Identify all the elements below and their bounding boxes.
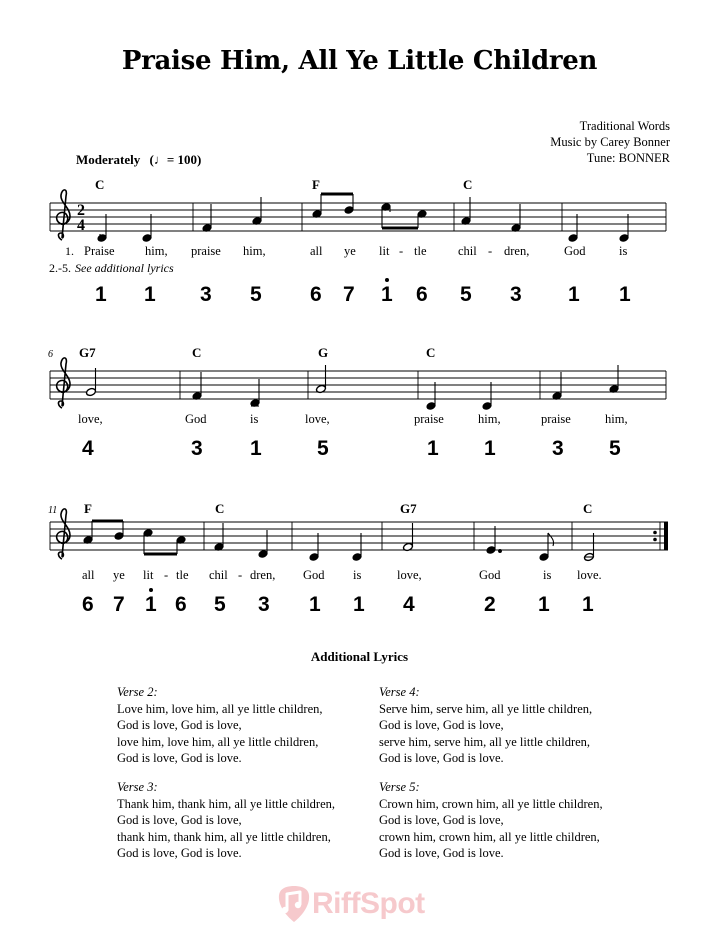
staff-system-3 [50,522,668,550]
scale-degree: 1 [250,437,262,460]
time-sig-top: 2 [77,202,85,219]
guitar-pick-icon [276,884,312,924]
chord-symbol: G [318,345,329,360]
scale-degree: 5 [250,283,262,306]
lyric-syllable: tle [414,244,427,258]
scale-degree-value: 1 [381,283,393,306]
scale-degree: 1 [582,593,594,616]
verse-range-number: 2.-5. [49,261,71,275]
scale-degree-high [145,593,157,617]
verse-block-4 [379,684,592,767]
lyric-syllable: him, [605,412,628,426]
chord-symbol: C [426,345,436,360]
scale-degree: 3 [258,593,270,616]
lyric-syllable: love, [305,412,330,426]
scale-degree: 1 [144,283,156,306]
verse-line: God is love, God is love, [379,718,504,732]
lyric-syllable: - [399,244,404,258]
verse-range-label [49,261,174,276]
lyric-syllable: him, [478,412,501,426]
verse-line: God is love, God is love, [379,813,504,827]
scale-degree: 5 [460,283,472,306]
scale-degree: 3 [191,437,203,460]
riffspot-logo [276,884,425,924]
lyric-syllable: is [353,568,362,582]
scale-degree: 5 [214,593,226,616]
chord-symbol: C [463,177,473,192]
lyric-syllable: - [164,568,169,582]
lyric-syllable: him, [145,244,168,258]
scale-degree: 7 [343,283,355,306]
chord-symbol: F [84,501,92,516]
verse-line: thank him, thank him, all ye little children, [117,829,331,844]
scale-degree: 3 [510,283,522,306]
treble-clef-icon [57,358,70,408]
lyric-syllable: dren, [504,244,530,258]
lyric-syllable: chil [458,244,477,258]
chord-symbol: G7 [79,345,96,360]
chord-symbol: C [192,345,202,360]
additional-lyrics-title: Additional Lyrics [310,649,409,664]
credits-tune: Tune: BONNER [586,151,670,165]
lyric-syllable: love, [78,412,103,426]
scale-degree: 1 [309,593,321,616]
verse-line: love him, love him, all ye little children, [117,734,319,749]
octave-dot [385,278,389,282]
lyric-syllable: - [238,568,243,582]
lyric-syllable: God [564,244,586,258]
measure-number: 6 [48,349,53,360]
scale-degree: 2 [484,593,496,616]
lyric-syllable: ye [113,568,125,582]
lyric-syllable: him, [243,244,266,258]
lyric-syllable: praise [541,412,571,426]
chord-symbol: C [583,501,593,516]
verse-label: Verse 3: [117,780,158,794]
verse-label: Verse 5: [379,780,420,794]
scale-degree: 6 [310,283,322,306]
lyric-syllable: all [82,568,95,582]
measure-number: 11 [48,505,58,516]
verse-line: God is love, God is love. [117,846,242,860]
lyric-syllable: is [543,568,552,582]
lyric-syllable: lit [143,568,154,582]
scale-degree: 3 [552,437,564,460]
lyric-syllable: love. [577,568,602,582]
scale-degree: 3 [200,283,212,306]
treble-clef-icon [57,509,70,559]
lyric-syllable: praise [191,244,221,258]
lyric-syllable: dren, [250,568,276,582]
verse-line: crown him, crown him, all ye little children, [379,829,600,844]
scale-degree: 4 [403,593,415,616]
scale-degree-value: 1 [145,593,157,616]
octave-dot [149,588,153,592]
lyric-syllable: God [303,568,325,582]
verse-line: serve him, serve him, all ye little children, [379,734,591,749]
lyric-syllable: - [488,244,493,258]
scale-degree: 6 [175,593,187,616]
verse-line: Thank him, thank him, all ye little children, [117,796,336,811]
lyric-syllable: Praise [84,244,115,258]
lyric-syllable: all [310,244,323,258]
scale-degree: 6 [416,283,428,306]
scale-degree: 6 [82,593,94,616]
scale-degree-high [381,283,393,307]
see-additional-lyrics: See additional lyrics [75,261,174,275]
verse-line: Crown him, crown him, all ye little children, [379,796,603,811]
chord-symbol: F [312,177,320,192]
staff-system-2 [50,371,666,399]
scale-degree: 5 [609,437,621,460]
lyric-syllable: chil [209,568,228,582]
chord-symbol: G7 [400,501,417,516]
scale-degree: 1 [619,283,631,306]
scale-degree: 1 [95,283,107,306]
chord-symbol: C [215,501,225,516]
scale-degree: 7 [113,593,125,616]
verse-line: God is love, God is love, [117,813,242,827]
scale-degree: 1 [568,283,580,306]
lyric-syllable: is [250,412,259,426]
verse-line: God is love, God is love. [379,846,504,860]
tempo-label: Moderately [76,152,141,167]
verse-label: Verse 4: [379,685,420,699]
chord-symbol: C [95,177,105,192]
lyric-syllable: God [479,568,501,582]
credits-words: Traditional Words [579,119,670,133]
scale-degree: 1 [484,437,496,460]
verse-line: Serve him, serve him, all ye little children, [379,701,593,716]
tempo-marking: Moderately (♩= 100) [76,152,202,167]
verse-block-2 [117,684,323,767]
quarter-note-icon: ♩ [153,152,167,167]
logo-text: RiffSpot [312,887,425,920]
verse-line: Love him, love him, all ye little children, [117,701,323,716]
verse-block-3 [117,779,335,862]
lyric-syllable: God [185,412,207,426]
verse-line: God is love, God is love. [379,751,504,765]
lyric-syllable: praise [414,412,444,426]
scale-degree: 4 [82,437,94,460]
verse-line: God is love, God is love. [117,751,242,765]
lyric-syllable: lit [379,244,390,258]
scale-degree: 1 [538,593,550,616]
verse-label: Verse 2: [117,685,158,699]
verse-block-5 [379,779,603,862]
lyric-syllable: is [619,244,628,258]
staff-system-1 [50,203,666,231]
tempo-bpm: = 100 [166,152,198,167]
page-title: Praise Him, All Ye Little Children [121,46,598,76]
lyric-syllable: love, [397,568,422,582]
scale-degree: 5 [317,437,329,460]
verse-line: God is love, God is love, [117,718,242,732]
lyric-syllable: tle [176,568,189,582]
lyric-syllable: ye [344,244,356,258]
verse-number: 1. [65,244,74,258]
time-sig-bottom: 4 [77,217,85,234]
scale-degree: 1 [427,437,439,460]
credits-music: Music by Carey Bonner [550,135,670,149]
scale-degree: 1 [353,593,365,616]
treble-clef-icon [57,190,70,240]
